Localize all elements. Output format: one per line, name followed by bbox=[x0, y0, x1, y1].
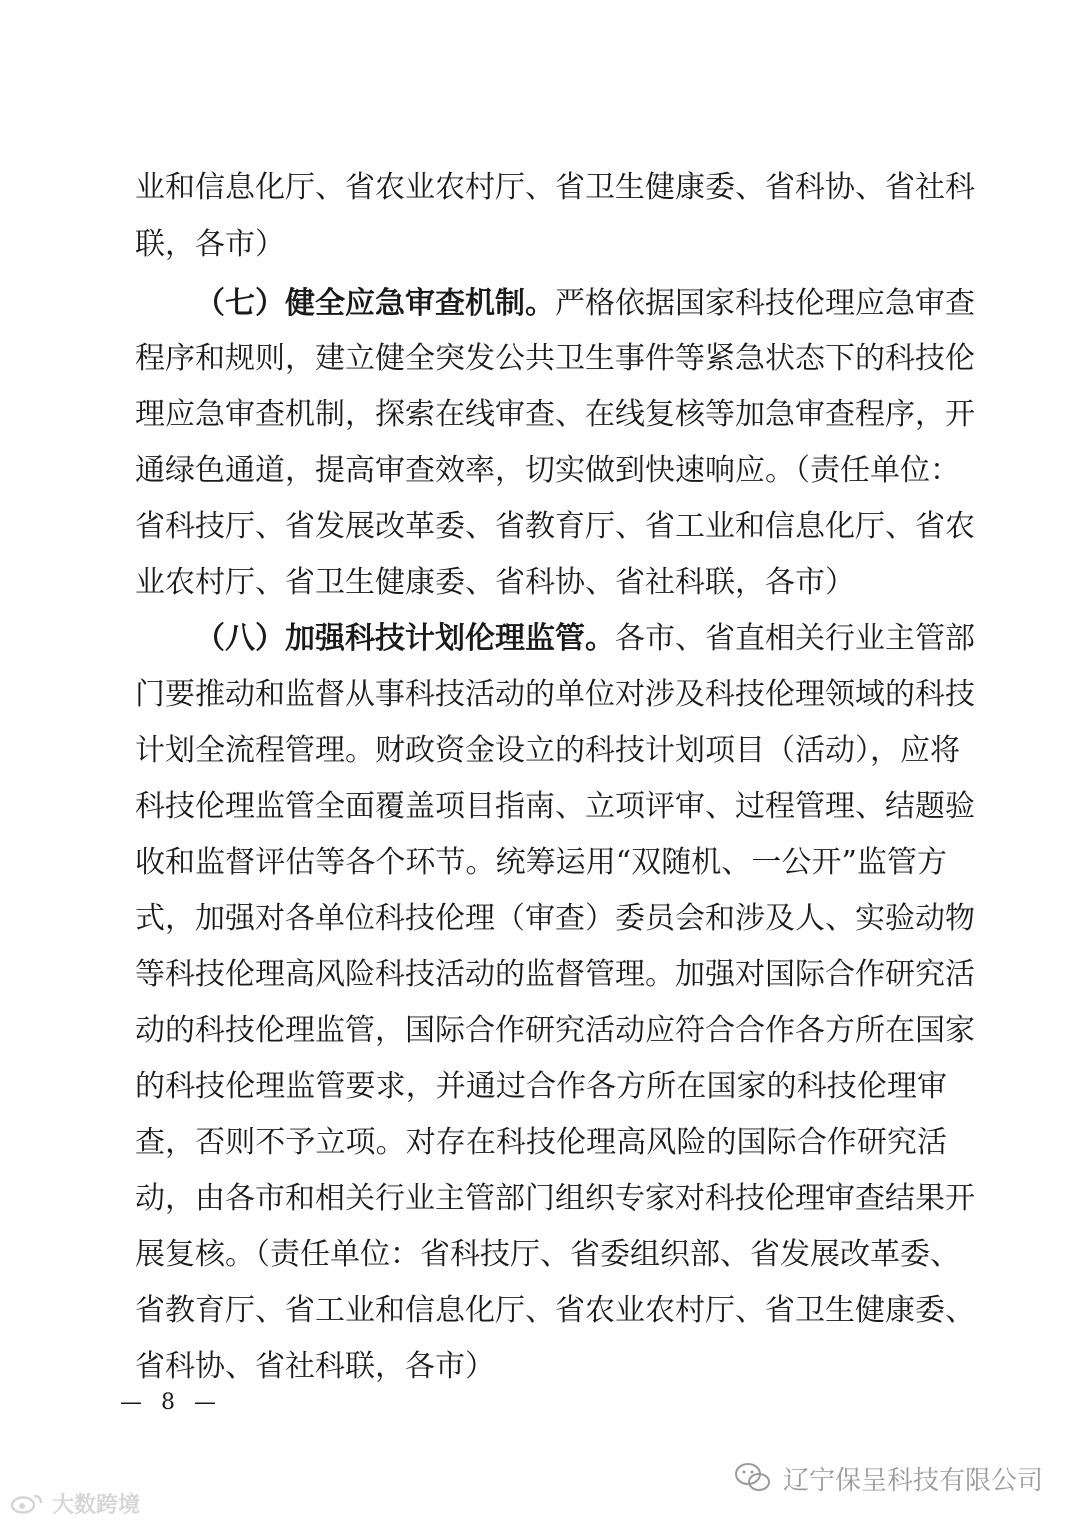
text-line: 理应急审查机制，探索在线审查、在线复核等加急审查程序，开 bbox=[135, 397, 975, 432]
text-line: 程序和规则，建立健全突发公共卫生事件等紧急状态下的科技伦 bbox=[135, 341, 975, 376]
text-line: 通绿色通道，提高审查效率，切实做到快速响应。（责任单位： bbox=[135, 453, 960, 488]
text-line: 查，否则不予立项。对存在科技伦理高风险的国际合作研究活 bbox=[135, 1125, 947, 1160]
watermark-right bbox=[733, 1458, 1043, 1498]
text-line: 计划全流程管理。财政资金设立的科技计划项目（活动），应将 bbox=[135, 733, 960, 768]
watermark-left-text: 大数跨境 bbox=[52, 1492, 141, 1518]
text-line: 等科技伦理高风险科技活动的监督管理。加强对国际合作研究活 bbox=[135, 957, 975, 992]
text-line: 科技伦理监管全面覆盖项目指南、立项评审、过程管理、结题验 bbox=[135, 789, 975, 824]
text-line: 联，各市） bbox=[135, 227, 285, 262]
text-line: 动的科技伦理监管，国际合作研究活动应符合合作各方所在国家 bbox=[135, 1013, 975, 1048]
weibo-logo-icon bbox=[10, 1492, 46, 1514]
text-line: 式，加强对各单位科技伦理（审查）委员会和涉及人、实验动物 bbox=[135, 901, 975, 936]
wechat-logo-icon bbox=[733, 1461, 773, 1495]
text-line: 省科协、省社科联，各市） bbox=[135, 1349, 495, 1384]
text-line: 动，由各市和相关行业主管部门组织专家对科技伦理审查结果开 bbox=[135, 1181, 975, 1216]
watermark-left bbox=[10, 1488, 140, 1518]
watermark-right-text: 辽宁保呈科技有限公司 bbox=[783, 1465, 1044, 1496]
section-7-first-line bbox=[195, 284, 975, 324]
text-line: 门要推动和监督从事科技活动的单位对涉及科技伦理领域的科技 bbox=[135, 677, 975, 712]
text-line: 业和信息化厅、省农业农村厅、省卫生健康委、省科协、省社科 bbox=[135, 170, 975, 205]
section-8-text: 各市、省直相关行业主管部 bbox=[615, 621, 975, 656]
section-7-heading: （七）健全应急审查机制。 bbox=[195, 286, 555, 321]
text-line: 业农村厅、省卫生健康委、省科协、省社科联，各市） bbox=[135, 565, 855, 600]
section-7-text: 严格依据国家科技伦理应急审查 bbox=[555, 286, 975, 321]
text-line: 省科技厅、省发展改革委、省教育厅、省工业和信息化厅、省农 bbox=[135, 509, 975, 544]
text-line: 省教育厅、省工业和信息化厅、省农业农村厅、省卫生健康委、 bbox=[135, 1293, 975, 1328]
section-8-heading: （八）加强科技计划伦理监管。 bbox=[195, 621, 615, 656]
text-line: 收和监督评估等各个环节。统筹运用“双随机、一公开”监管方 bbox=[135, 845, 947, 880]
section-8-first-line bbox=[195, 619, 975, 659]
text-line: 的科技伦理监管要求，并通过合作各方所在国家的科技伦理审 bbox=[135, 1069, 947, 1104]
text-line: 展复核。（责任单位：省科技厅、省委组织部、省发展改革委、 bbox=[135, 1237, 960, 1272]
page-number: — 8 — bbox=[120, 1390, 222, 1415]
